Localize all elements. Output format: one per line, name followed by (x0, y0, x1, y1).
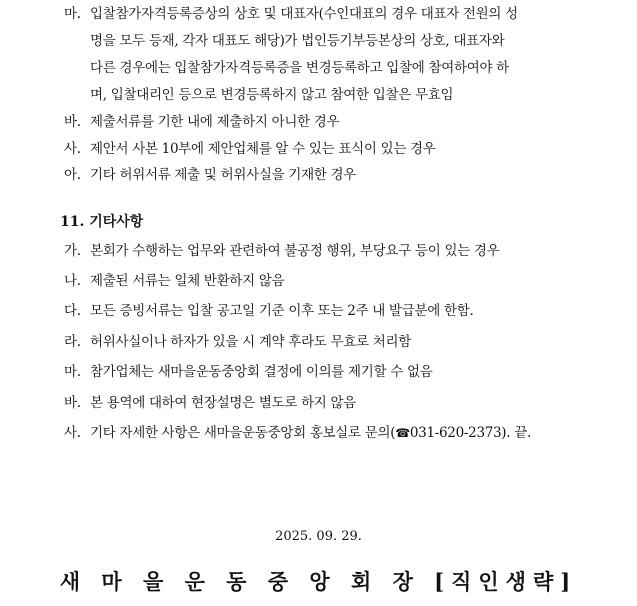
item-marker: 바. (64, 395, 81, 411)
list-item (64, 137, 584, 162)
item-marker: 마. (64, 6, 81, 22)
list-item (64, 330, 584, 355)
item-marker: 다. (64, 303, 81, 319)
item-text: 참가업체는 새마을운동중앙회 결정에 이의를 제기할 수 없음 (90, 364, 433, 380)
item-marker: 아. (64, 167, 81, 183)
item-text: 본 용역에 대하여 현장설명은 별도로 하지 않음 (90, 395, 357, 411)
item-text: 제안서 사본 10부에 제안업체를 알 수 있는 표식이 있는 경우 (90, 141, 436, 157)
list-item (64, 110, 584, 135)
item-text: 입찰참가자격등록증상의 상호 및 대표자(수인대표의 경우 대표자 전원의 성 (90, 6, 518, 22)
item-text: 기타 허위서류 제출 및 허위사실을 기재한 경우 (90, 167, 357, 183)
document-date: 2025. 09. 29. (275, 529, 362, 544)
list-item (64, 239, 584, 264)
item-marker: 가. (64, 243, 81, 259)
item-marker: 바. (64, 114, 81, 130)
item-marker: 사. (64, 425, 81, 441)
item-marker: 마. (64, 364, 81, 380)
item-text: 모든 증빙서류는 입찰 공고일 기준 이후 또는 2주 내 발급분에 한함. (90, 303, 474, 319)
item-continuation: 다른 경우에는 입찰참가자격등록증을 변경등록하고 입찰에 참여하여야 하 (90, 60, 509, 76)
item-marker: 라. (64, 334, 81, 350)
list-item (64, 299, 584, 324)
item-continuation: 며, 입찰대리인 등으로 변경등록하지 않고 참여한 입찰은 무효임 (90, 87, 454, 103)
item-continuation: 명을 모두 등재, 각자 대표도 해당)가 법인등기부등본상의 상호, 대표자와 (90, 33, 505, 49)
list-item (64, 421, 584, 446)
issuer-signature: 새 마 을 운 동 중 앙 회 장 [직인생략] (59, 569, 578, 594)
phone-icon: ☎ (395, 426, 410, 440)
item-text-after: 031-620-2373). 끝. (409, 425, 531, 441)
item-text: 본회가 수행하는 업무와 관련하여 불공정 행위, 부당요구 등이 있는 경우 (90, 243, 500, 259)
list-item (64, 391, 584, 416)
list-item (64, 360, 584, 385)
section-heading: 11. 기타사항 (60, 214, 144, 230)
list-item (64, 163, 584, 188)
list-item (64, 2, 584, 27)
item-text: 제출된 서류는 일체 반환하지 않음 (90, 273, 285, 289)
item-text: 제출서류를 기한 내에 제출하지 아니한 경우 (90, 114, 340, 130)
item-text: 허위사실이나 하자가 있을 시 계약 후라도 무효로 처리함 (90, 334, 411, 350)
item-text-before: 기타 자세한 사항은 새마을운동중앙회 홍보실로 문의( (90, 425, 396, 441)
item-marker: 사. (64, 141, 81, 157)
item-marker: 나. (64, 273, 81, 289)
list-item (64, 269, 584, 294)
